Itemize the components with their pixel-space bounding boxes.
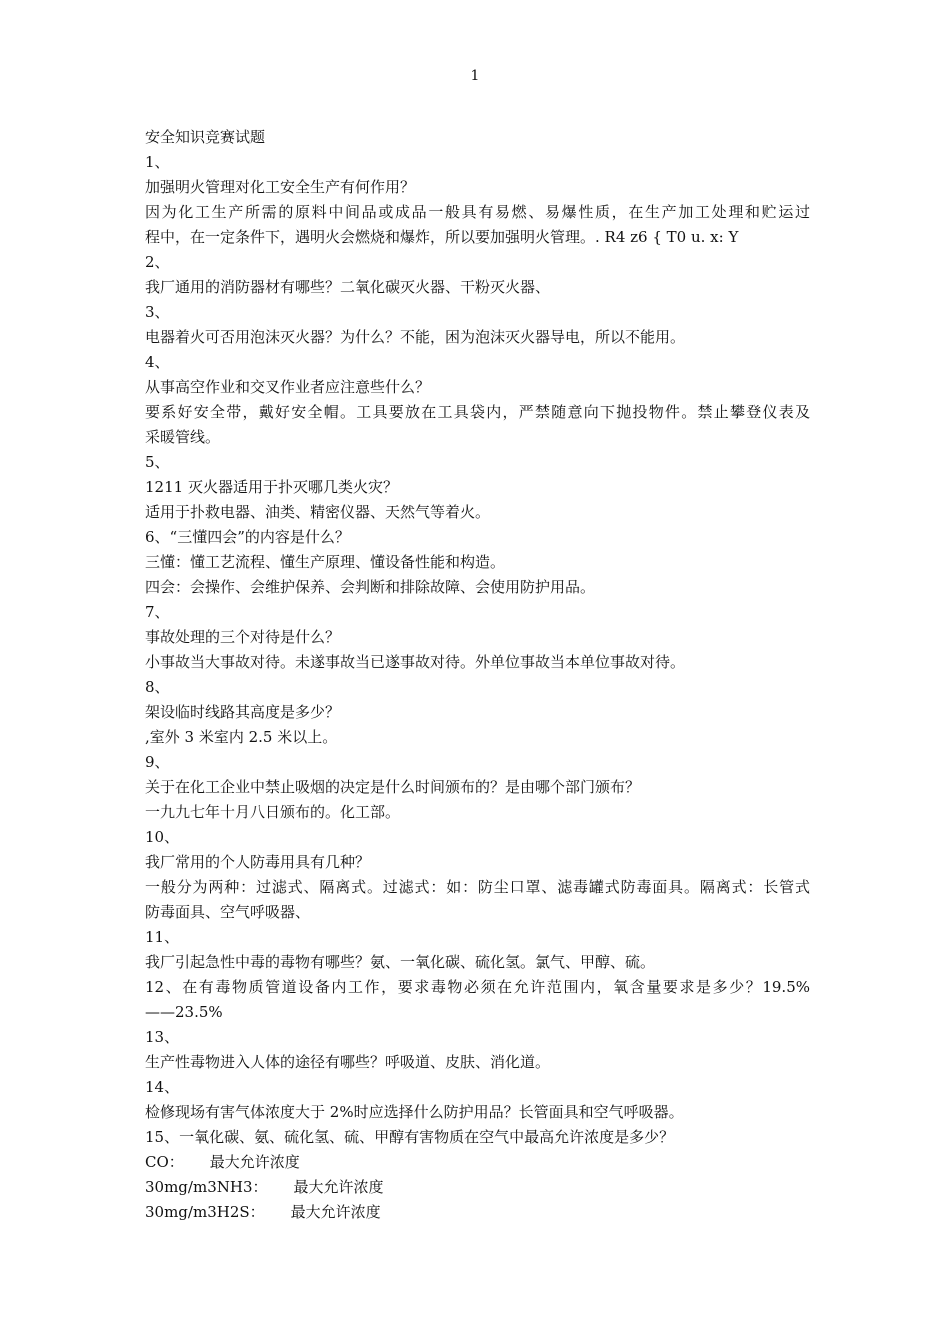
concentration-prefix: 30mg/m3NH3： bbox=[145, 1178, 268, 1196]
text-line: 5、 bbox=[145, 453, 170, 471]
text-line: 架设临时线路其高度是多少？ bbox=[145, 703, 341, 721]
text-line: 四会：会操作、会维护保养、会判断和排除故障、会使用防护用品。 bbox=[145, 578, 596, 596]
text-line: ,室外 3 米室内 2.5 米以上。 bbox=[145, 728, 338, 746]
concentration-label: 最大允许浓度 bbox=[209, 1153, 300, 1171]
text-line: 3、 bbox=[145, 303, 170, 321]
concentration-label: 最大允许浓度 bbox=[293, 1178, 384, 1196]
document-title: 安全知识竞赛试题 bbox=[145, 128, 266, 146]
text-line: 一般分为两种：过滤式、隔离式。过滤式：如：防尘口罩、滤毒罐式防毒面具。隔离式：长管式 bbox=[145, 878, 810, 896]
concentration-label: 最大允许浓度 bbox=[290, 1203, 381, 1221]
text-line: 8、 bbox=[145, 678, 170, 696]
page-number: 1 bbox=[470, 68, 480, 84]
text-line: 11、 bbox=[145, 928, 180, 946]
text-line: 防毒面具、空气呼吸器、 bbox=[145, 903, 311, 921]
text-line: 7、 bbox=[145, 603, 170, 621]
text-line: 我厂引起急性中毒的毒物有哪些？氨、一氧化碳、硫化氢。氯气、甲醇、硫。 bbox=[145, 953, 656, 971]
text-line: 2、 bbox=[145, 253, 170, 271]
text-line: 我厂常用的个人防毒用具有几种？ bbox=[145, 853, 371, 871]
concentration-row bbox=[145, 1175, 810, 1200]
text-line: 我厂通用的消防器材有哪些？二氧化碳灭火器、干粉灭火器、 bbox=[145, 278, 551, 296]
text-line: 关于在化工企业中禁止吸烟的决定是什么时间颁布的？是由哪个部门颁布？ bbox=[145, 778, 641, 796]
text-line: 生产性毒物进入人体的途径有哪些？呼吸道、皮肤、消化道。 bbox=[145, 1053, 551, 1071]
text-line: 三懂：懂工艺流程、懂生产原理、懂设备性能和构造。 bbox=[145, 553, 506, 571]
concentration-row bbox=[145, 1150, 810, 1175]
text-line: 一九九七年十月八日颁布的。化工部。 bbox=[145, 803, 401, 821]
text-line: 检修现场有害气体浓度大于 2%时应选择什么防护用品？长管面具和空气呼吸器。 bbox=[145, 1103, 684, 1121]
text-line: 1211 灭火器适用于扑灭哪几类火灾？ bbox=[145, 478, 398, 496]
text-line: 程中，在一定条件下，遇明火会燃烧和爆炸，所以要加强明火管理。. R4 z6 { T0 u. x: Y bbox=[145, 228, 739, 246]
text-line: 小事故当大事故对待。未遂事故当已遂事故对待。外单位事故当本单位事故对待。 bbox=[145, 653, 686, 671]
text-line: 从事高空作业和交叉作业者应注意些什么？ bbox=[145, 378, 431, 396]
text-line: 12、在有毒物质管道设备内工作，要求毒物必须在允许范围内，氧含量要求是多少？19.5% bbox=[145, 978, 810, 996]
text-line: 要系好安全带，戴好安全帽。工具要放在工具袋内，严禁随意向下抛投物件。禁止攀登仪表及 bbox=[145, 403, 810, 421]
text-line: 电器着火可否用泡沫灭火器？为什么？不能，困为泡沫灭火器导电，所以不能用。 bbox=[145, 328, 686, 346]
text-line: 4、 bbox=[145, 353, 170, 371]
concentration-list bbox=[145, 1150, 810, 1225]
concentration-prefix: CO： bbox=[145, 1153, 184, 1171]
text-line: 采暖管线。 bbox=[145, 428, 221, 446]
text-line: 10、 bbox=[145, 828, 180, 846]
text-line: 适用于扑救电器、油类、精密仪器、天然气等着火。 bbox=[145, 503, 491, 521]
text-line: 13、 bbox=[145, 1028, 180, 1046]
concentration-prefix: 30mg/m3H2S： bbox=[145, 1203, 265, 1221]
text-line: 14、 bbox=[145, 1078, 180, 1096]
question-list bbox=[145, 150, 810, 1150]
text-line: 15、一氧化碳、氨、硫化氢、硫、甲醇有害物质在空气中最高允许浓度是多少？ bbox=[145, 1128, 675, 1146]
text-line: 6、“三懂四会”的内容是什么？ bbox=[145, 528, 350, 546]
text-line: ——23.5% bbox=[145, 1003, 223, 1021]
text-line: 加强明火管理对化工安全生产有何作用？ bbox=[145, 178, 416, 196]
text-line: 1、 bbox=[145, 153, 170, 171]
text-line: 事故处理的三个对待是什么？ bbox=[145, 628, 341, 646]
text-line: 因为化工生产所需的原料中间品或成品一般具有易燃、易爆性质，在生产加工处理和贮运过 bbox=[145, 203, 810, 221]
text-line: 9、 bbox=[145, 753, 170, 771]
concentration-row bbox=[145, 1200, 810, 1225]
document-body bbox=[145, 125, 810, 1225]
